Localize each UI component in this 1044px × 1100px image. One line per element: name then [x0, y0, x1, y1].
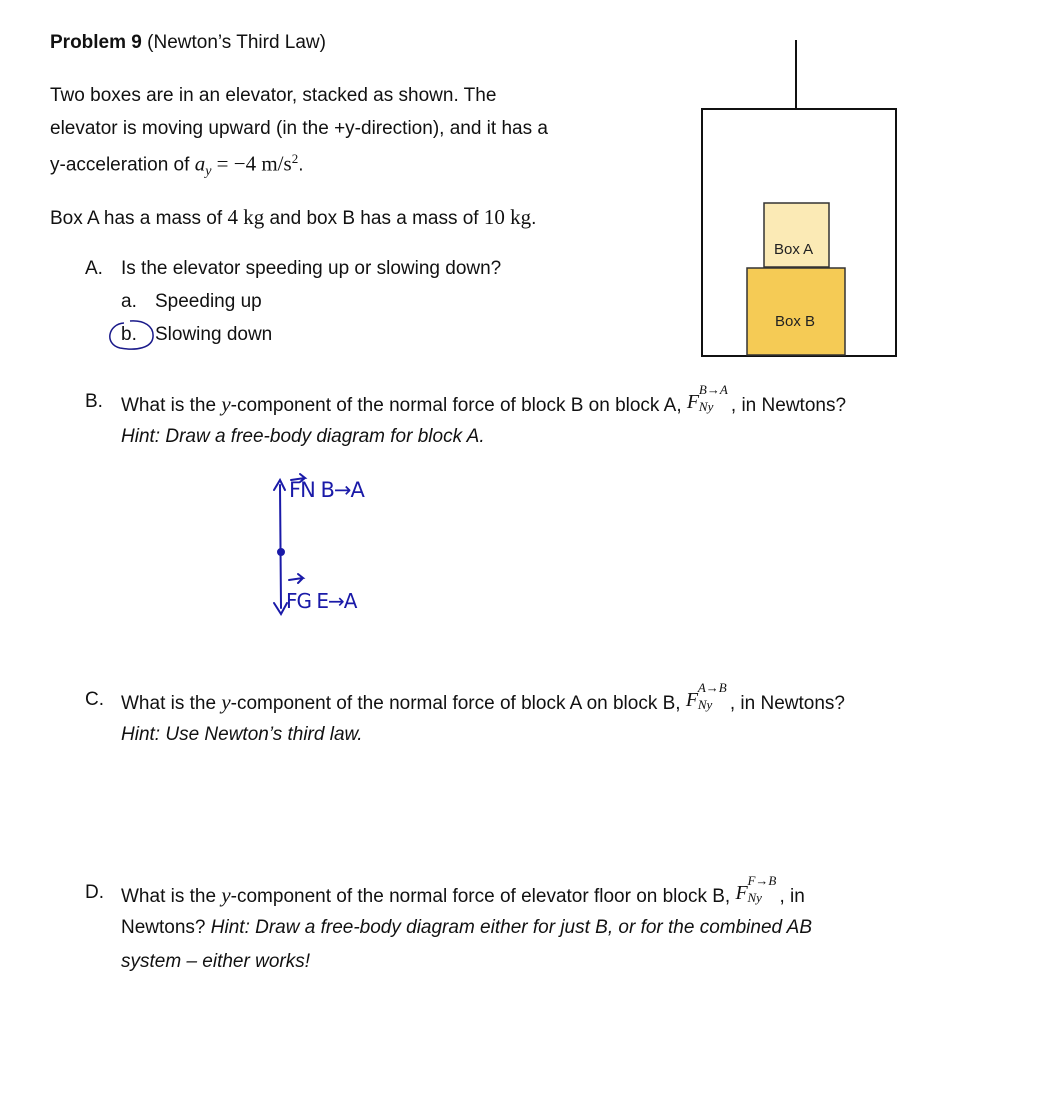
question-c-hint: Hint: Use Newton’s third law. — [121, 724, 363, 745]
option-a-text: Speeding up — [155, 291, 262, 312]
option-b-marker: b. — [121, 324, 137, 345]
fbd-normal-force-label: FN B→A — [289, 478, 364, 502]
box-b-label: Box B — [775, 313, 816, 330]
box-a-label: Box A — [774, 241, 814, 258]
box-b — [747, 268, 845, 355]
problem-title: Problem 9 (Newton’s Third Law) — [50, 32, 326, 53]
question-b-marker: B. — [85, 391, 103, 412]
normal-force-symbol-floor-on-b: F F→B Ny — [735, 873, 777, 905]
intro-line-1: Two boxes are in an elevator, stacked as shown. The — [50, 85, 497, 106]
question-d-text: What is the y-component of the normal force of elevator floor on block B, F F→B Ny , in — [121, 873, 805, 907]
question-c-text: What is the y-component of the normal force of block A on block B, F A→B Ny , in Newtons? — [121, 680, 845, 714]
question-c-marker: C. — [85, 689, 104, 710]
question-d-line-3: system – either works! — [121, 951, 310, 972]
option-b-text: Slowing down — [155, 324, 273, 345]
question-b-text: What is the y-component of the normal force of block B on block A, F B→A Ny , in Newtons? — [121, 382, 847, 416]
question-b-hint: Hint: Draw a free-body diagram for block A. — [121, 426, 485, 447]
intro-line-3: y-acceleration of $a_y = -4$ $m/s^2$. — [50, 151, 304, 180]
question-a-marker: A. — [85, 258, 103, 279]
fbd-body-dot — [278, 549, 284, 555]
answer-circle-mark — [110, 321, 153, 349]
question-d-marker: D. — [85, 882, 104, 903]
masses-line: Box A has a mass of 4 kg and box B has a mass of 10 kg. — [50, 205, 537, 229]
intro-line-2: elevator is moving upward (in the +y-direction), and it has a — [50, 118, 548, 139]
fbd-force-line — [280, 485, 281, 608]
question-a-text: Is the elevator speeding up or slowing down? — [121, 258, 502, 279]
fbd-vector-arrow-bottom — [289, 574, 303, 583]
normal-force-symbol-b-on-a: F B→A Ny — [686, 382, 728, 414]
question-d-line-2: Newtons? Hint: Draw a free-body diagram either for just B, or for the combined AB — [121, 917, 813, 938]
fbd-gravity-force-label: FG E→A — [286, 589, 357, 613]
normal-force-symbol-a-on-b: F A→B Ny — [685, 680, 727, 712]
option-a-marker: a. — [121, 291, 137, 312]
